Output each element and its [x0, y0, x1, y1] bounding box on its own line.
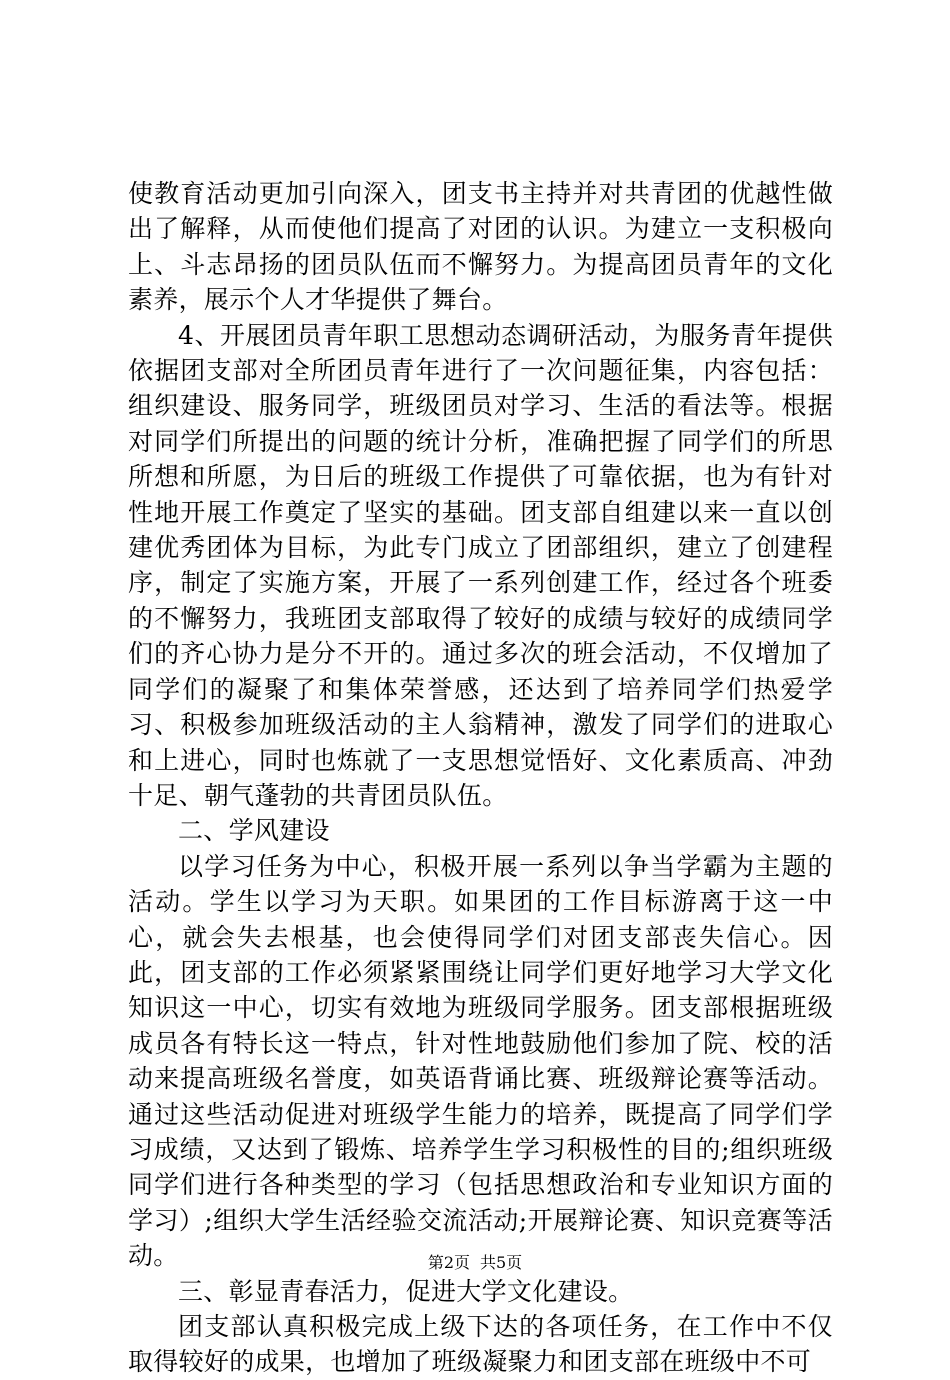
paragraph-3: 以学习任务为中心，积极开展一系列以争当学霸为主题的活动。学生以学习为天职。如果团的工作目标游离于这一中心，就会失去根基，也会使得同学们对团支部丧失信心。因此，团支部的工作必须紧紧围绕让同学们更好地学习大学文化知识这一中心，切实有效地为班级同学服务。团支部根据班级成员各有特长这一特点，针对性地鼓励他们参加了院、校的活动来提高班级名誉度，如英语背诵比赛、班级辩论赛等活动。通过这些活动促进对班级学生能力的培养，既提高了同学们学习成绩，又达到了锻炼、培养学生学习积极性的目的;组织班级同学们进行各种类型的学习（包括思想政治和专业知识方面的学习）;组织大学生活经验交流活动;开展辩论赛、知识竞赛等活动。 [128, 851, 833, 1271]
section-heading-study-style: 二、学风建设 [178, 816, 330, 846]
document-body [128, 176, 833, 1380]
page-footer [0, 1253, 950, 1273]
section-heading-youth-vitality: 三、彰显青春活力，促进大学文化建设。 [178, 1276, 634, 1306]
paragraph-1: 使教育活动更加引向深入，团支书主持并对共青团的优越性做出了解释，从而使他们提高了对团的认识。为建立一支积极向上、斗志昂扬的团员队伍而不懈努力。为提高团员青年的文化素养，展示个人才华提供了舞台。 [128, 179, 833, 315]
page-number: 第2页 [427, 1253, 470, 1272]
paragraph-4: 团支部认真积极完成上级下达的各项任务，在工作中不仅取得较好的成果，也增加了班级凝聚力和团支部在班级中不可 [128, 1312, 833, 1377]
paragraph-2: 4、开展团员青年职工思想动态调研活动，为服务青年提供依据团支部对全所团员青年进行了一次问题征集，内容包括：组织建设、服务同学，班级团员对学习、生活的看法等。根据对同学们所提出的问题的统计分析，准确把握了同学们的所思所想和所愿，为日后的班级工作提供了可靠依据，也为有针对性地开展工作奠定了坚实的基础。团支部自组建以来一直以创建优秀团体为目标，为此专门成立了团部组织，建立了创建程序，制定了实施方案，开展了一系列创建工作，经过各个班委的不懈努力，我班团支部取得了较好的成绩与较好的成绩同学们的齐心协力是分不开的。通过多次的班会活动，不仅增加了同学们的凝聚了和集体荣誉感，还达到了培养同学们热爱学习、积极参加班级活动的主人翁精神，激发了同学们的进取心和上进心，同时也炼就了一支思想觉悟好、文化素质高、冲劲十足、朝气蓬勃的共青团员队伍。 [128, 320, 833, 810]
page-total: 共5页 [480, 1253, 523, 1272]
